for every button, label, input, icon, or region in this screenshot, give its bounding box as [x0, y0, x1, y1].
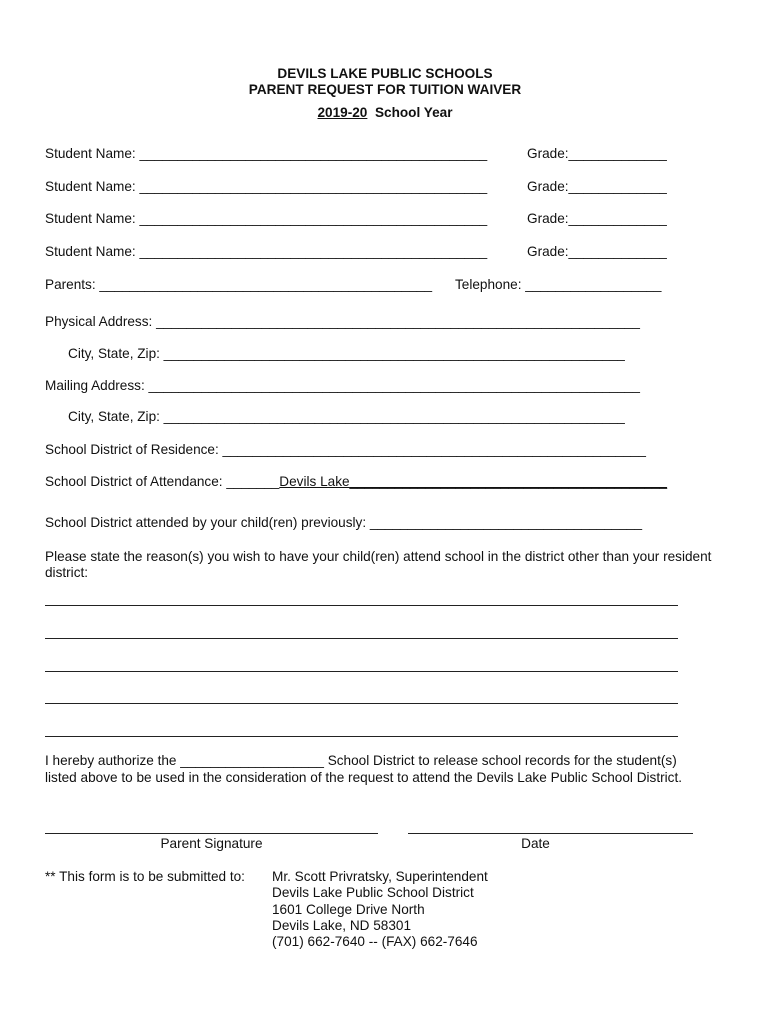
school-year: [0, 105, 770, 121]
mailing-city-state-zip-field[interactable]: City, State, Zip: _____________________________________________________________: [68, 409, 625, 424]
reason-line-2[interactable]: [45, 638, 678, 639]
reason-line-1[interactable]: [45, 605, 678, 606]
student-name-field-4[interactable]: Student Name: ______________________________________________: [45, 244, 488, 259]
student-name-field-2[interactable]: Student Name: ______________________________________________: [45, 179, 488, 194]
attendance-district-field[interactable]: [45, 474, 667, 490]
date-line[interactable]: [408, 833, 693, 834]
grade-field-2[interactable]: Grade:_____________: [527, 179, 667, 194]
authorization-line-2: listed above to be used in the consideration of the request to attend the Devils Lake Public School District.: [45, 770, 683, 785]
telephone-field[interactable]: Telephone: __________________: [455, 277, 662, 292]
authorization-line-1: I hereby authorize the ___________________ School District to release school records for the student(s): [45, 753, 677, 768]
submit-address-line-3: 1601 College Drive North: [272, 902, 425, 917]
physical-city-state-zip-field[interactable]: City, State, Zip: _____________________________________________________________: [68, 346, 625, 361]
previous-district-field[interactable]: School District attended by your child(ren) previously: ____________________________________: [45, 515, 643, 530]
submit-address-line-2: Devils Lake Public School District: [272, 885, 474, 900]
residence-district-field[interactable]: School District of Residence: ________________________________________________________: [45, 442, 646, 457]
attendance-district-label: School District of Attendance: _______: [45, 474, 280, 489]
reason-line-3[interactable]: [45, 671, 678, 672]
school-year-value: 2019-20: [317, 105, 368, 120]
attendance-district-value[interactable]: Devils Lake: [279, 474, 350, 489]
submit-address-line-1: Mr. Scott Privratsky, Superintendent: [272, 869, 488, 884]
submit-address-line-5: (701) 662-7640 -- (FAX) 662-7646: [272, 934, 478, 949]
grade-field-1[interactable]: Grade:_____________: [527, 146, 667, 161]
date-label: Date: [521, 836, 550, 851]
grade-field-3[interactable]: Grade:_____________: [527, 211, 667, 226]
parent-signature-line[interactable]: [45, 833, 378, 834]
student-name-field-3[interactable]: Student Name: ______________________________________________: [45, 211, 488, 226]
reason-line-4[interactable]: [45, 703, 678, 704]
mailing-address-field[interactable]: Mailing Address: _________________________________________________________________: [45, 378, 640, 393]
parent-signature-label: Parent Signature: [160, 836, 263, 851]
reason-line-5[interactable]: [45, 736, 678, 737]
grade-field-4[interactable]: Grade:_____________: [527, 244, 667, 259]
form-title: PARENT REQUEST FOR TUITION WAIVER: [248, 82, 522, 97]
reason-prompt: Please state the reason(s) you wish to have your child(ren) attend school in the district other than your resident district:: [45, 549, 712, 580]
student-name-field-1[interactable]: Student Name: ______________________________________________: [45, 146, 488, 161]
physical-address-field[interactable]: Physical Address: ________________________________________________________________: [45, 314, 640, 329]
school-year-suffix: School Year: [374, 105, 453, 120]
submit-address-line-4: Devils Lake, ND 58301: [272, 918, 412, 933]
attendance-district-trail: __________________________________________: [349, 474, 668, 489]
submit-to-label: ** This form is to be submitted to:: [45, 869, 245, 884]
org-title: DEVILS LAKE PUBLIC SCHOOLS: [277, 66, 493, 81]
parents-field[interactable]: Parents: ____________________________________________: [45, 277, 433, 292]
